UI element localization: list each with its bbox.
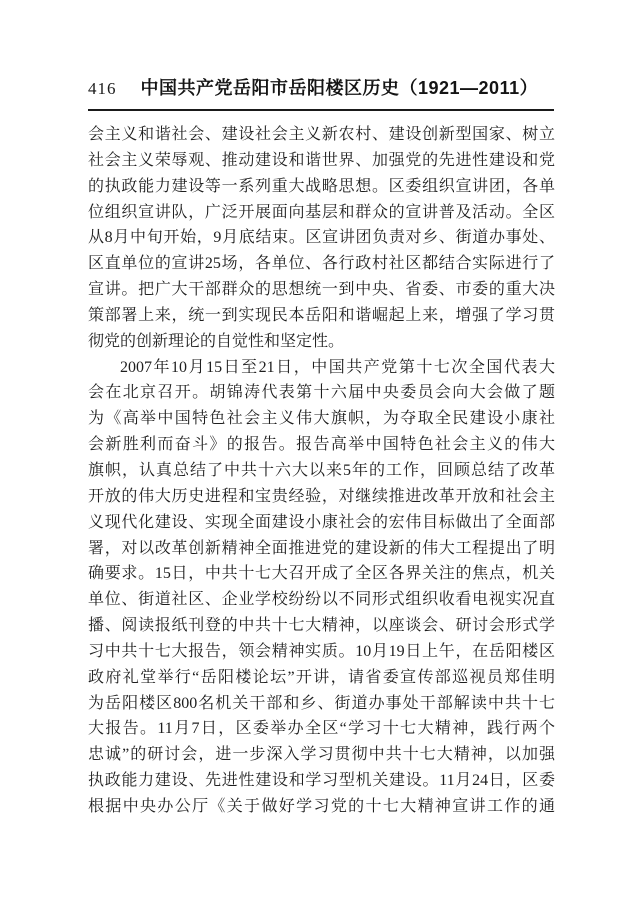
text-line: 会在北京召开。胡锦涛代表第十六届中央委员会向大会做了题 [88,384,555,402]
page-number: 416 [88,79,117,98]
text-line: 区直单位的宣讲25场，各单位、各行政村社区都结合实际进行了 [88,255,555,273]
text-line: 确要求。15日，中共十七大召开成了全区各界关注的焦点，机关 [88,565,555,583]
book-title: 中国共产党岳阳市岳阳楼区历史（1921—2011） [140,78,539,98]
text-line: 忠诚”的研讨会，进一步深入学习贯彻中共十七大精神，以加强 [88,746,555,764]
paragraph-2 [88,355,555,820]
text-line: 2007年10月15日至21日，中国共产党第十七次全国代表大 [120,358,555,376]
page-body [88,122,555,820]
text-line: 根据中央办公厅《关于做好学习党的十七大精神宣讲工作的通 [88,797,555,815]
text-line: 大报告。11月7日，区委举办全区“学习十七大精神，践行两个 [88,720,555,738]
text-line: 播、阅读报纸刊登的中共十七大精神，以座谈会、研讨会形式学 [88,617,555,635]
text-line: 为岳阳楼区800名机关干部和乡、街道办事处干部解读中共十七 [88,694,555,712]
text-line: 执政能力建设、先进性建设和学习型机关建设。11月24日，区委 [88,772,555,790]
text-line: 署，对以改革创新精神全面推进党的建设新的伟大工程提出了明 [88,539,555,557]
paragraph-1 [88,122,555,355]
text-line: 义现代化建设、实现全面建设小康社会的宏伟目标做出了全面部 [88,513,555,531]
text-line: 彻党的创新理论的自觉性和坚定性。 [88,332,345,350]
text-line: 政府礼堂举行“岳阳楼论坛”开讲，请省委宣传部巡视员郑佳明 [88,668,555,686]
text-line: 旗帜，认真总结了中共十六大以来5年的工作，回顾总结了改革 [88,461,555,479]
text-line: 宣讲。把广大干部群众的思想统一到中央、省委、市委的重大决 [88,281,555,299]
text-line: 从8月中旬开始，9月底结束。区宣讲团负责对乡、街道办事处、 [88,229,555,247]
text-line: 习中共十七大报告，领会精神实质。10月19日上午，在岳阳楼区 [88,642,555,660]
running-head [88,74,554,111]
text-line: 单位、街道社区、企业学校纷纷以不同形式组织收看电视实况直 [88,591,555,609]
text-line: 的执政能力建设等一系列重大战略思想。区委组织宣讲团，各单 [88,177,555,195]
text-line: 会新胜利而奋斗》的报告。报告高举中国特色社会主义的伟大 [88,436,555,454]
text-line: 策部署上来，统一到实现民本岳阳和谐崛起上来，增强了学习贯 [88,306,555,324]
text-line: 位组织宣讲队，广泛开展面向基层和群众的宣讲普及活动。全区 [88,203,555,221]
text-line: 为《高举中国特色社会主义伟大旗帜，为夺取全民建设小康社 [88,410,555,428]
text-line: 会主义和谐社会、建设社会主义新农村、建设创新型国家、树立 [88,126,555,143]
text-line: 开放的伟大历史进程和宝贵经验，对继续推进改革开放和社会主 [88,487,555,505]
text-line: 社会主义荣辱观、推动建设和谐世界、加强党的先进性建设和党 [88,151,555,169]
